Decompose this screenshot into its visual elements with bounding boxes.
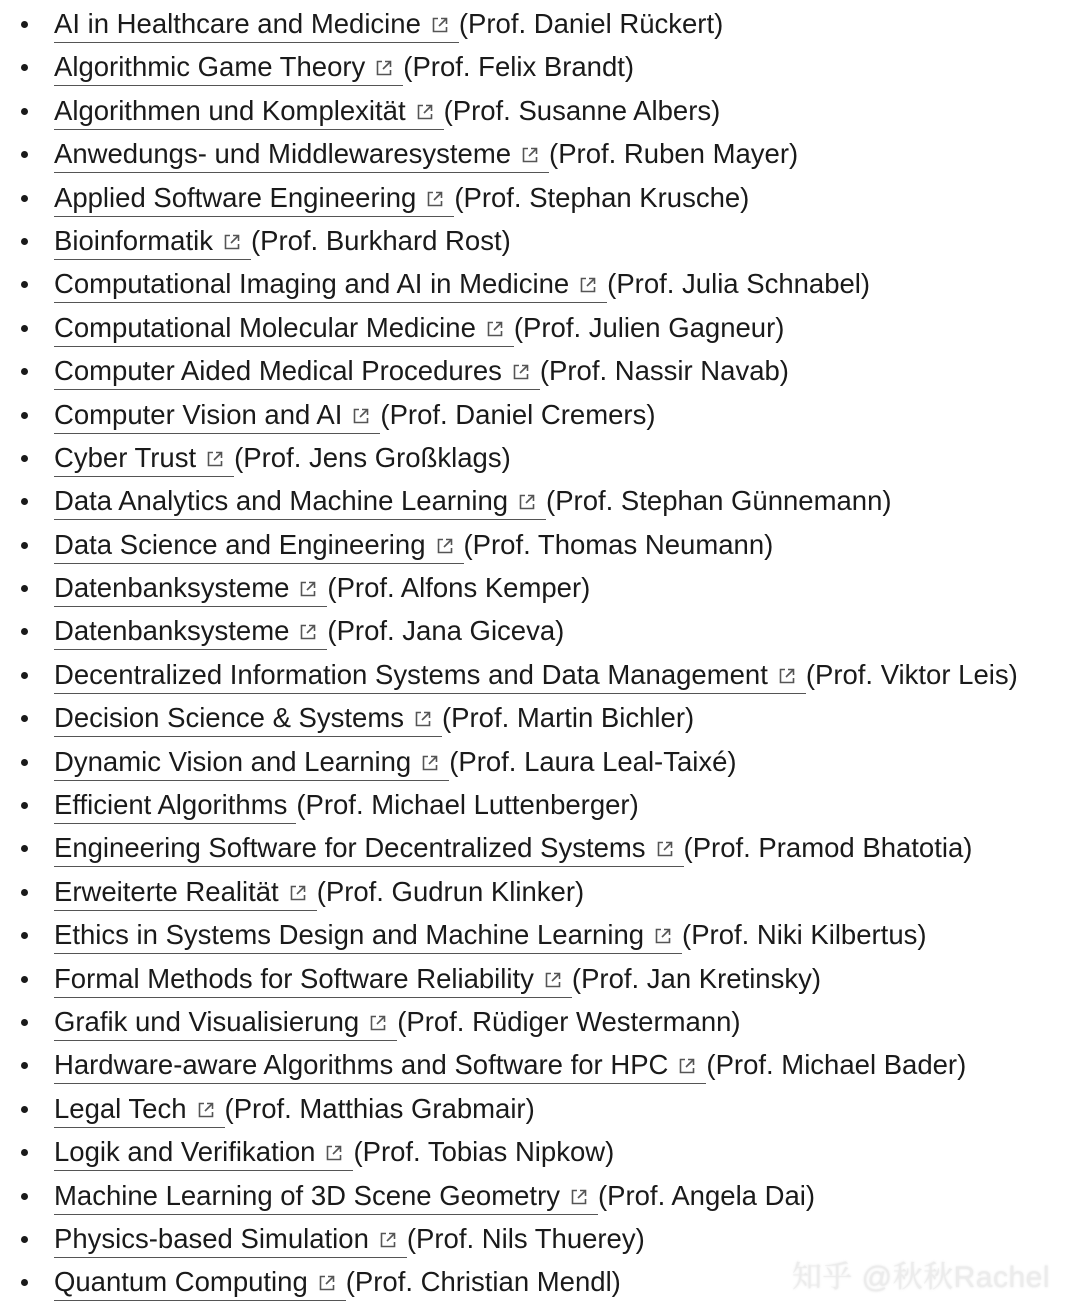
list-item	[0, 1043, 1078, 1086]
external-link-icon	[288, 883, 308, 903]
chair-link[interactable]	[54, 876, 317, 911]
external-link-icon	[413, 709, 433, 729]
bullet-icon	[21, 21, 28, 28]
chair-name: Bioinformatik	[54, 224, 213, 256]
list-item	[0, 45, 1078, 88]
chair-link[interactable]	[54, 832, 684, 867]
chair-link[interactable]	[54, 702, 442, 737]
list-item	[0, 349, 1078, 392]
bullet-icon	[21, 1236, 28, 1243]
bullet-icon	[21, 64, 28, 71]
professor-name: (Prof. Michael Bader)	[706, 1049, 967, 1081]
chair-link[interactable]	[54, 355, 540, 390]
chair-name: Quantum Computing	[54, 1266, 308, 1298]
external-link-icon	[324, 1143, 344, 1163]
external-link-icon	[415, 102, 435, 122]
professor-name: (Prof. Christian Mendl)	[345, 1266, 621, 1298]
external-link-icon	[374, 58, 394, 78]
list-item	[0, 2, 1078, 45]
chair-name: Engineering Software for Decentralized Systems	[54, 832, 646, 864]
external-link-icon	[777, 666, 797, 686]
chair-name: Physics-based Simulation	[54, 1222, 369, 1254]
list-item	[0, 132, 1078, 175]
chair-name: Datenbanksysteme	[54, 615, 290, 647]
bullet-icon	[21, 845, 28, 852]
chair-name: Algorithmen und Komplexität	[54, 94, 406, 126]
chair-link[interactable]	[54, 572, 327, 607]
list-item	[0, 219, 1078, 262]
professor-name: (Prof. Michael Luttenberger)	[296, 789, 639, 821]
list-item	[0, 306, 1078, 349]
chair-link[interactable]	[54, 1136, 353, 1171]
external-link-icon	[485, 319, 505, 339]
professor-name: (Prof. Jan Kretinsky)	[571, 962, 822, 994]
list-item	[0, 653, 1078, 696]
external-link-icon	[520, 145, 540, 165]
chair-link[interactable]	[54, 963, 572, 998]
chair-name: Logik and Verifikation	[54, 1136, 316, 1168]
bullet-icon	[21, 1193, 28, 1200]
chair-name: Grafik und Visualisierung	[54, 1005, 360, 1037]
professor-name: (Prof. Jens Großklags)	[234, 441, 511, 473]
bullet-icon	[21, 542, 28, 549]
chair-link[interactable]	[54, 442, 234, 477]
chair-link[interactable]	[54, 485, 546, 520]
bullet-icon	[21, 455, 28, 462]
chair-link[interactable]	[54, 225, 251, 260]
external-link-icon	[578, 275, 598, 295]
chair-name: Data Analytics and Machine Learning	[54, 485, 509, 517]
chair-link[interactable]	[54, 1093, 225, 1128]
chair-name: Algorithmic Game Theory	[54, 51, 366, 83]
list-item	[0, 436, 1078, 479]
external-link-icon	[298, 579, 318, 599]
chair-name: Anwedungs- und Middlewaresysteme	[54, 138, 512, 170]
professor-name: (Prof. Tobias Nipkow)	[353, 1136, 615, 1168]
chair-link[interactable]	[54, 8, 459, 43]
chair-link[interactable]	[54, 659, 806, 694]
chair-name: Computer Aided Medical Procedures	[54, 355, 502, 387]
bullet-icon	[21, 281, 28, 288]
chair-name: Erweiterte Realität	[54, 875, 279, 907]
list-item	[0, 783, 1078, 826]
external-link-icon	[196, 1100, 216, 1120]
bullet-icon	[21, 932, 28, 939]
chair-link[interactable]	[54, 95, 444, 130]
chair-name: Formal Methods for Software Reliability	[54, 962, 534, 994]
chair-link[interactable]	[54, 529, 464, 564]
external-link-icon	[317, 1273, 337, 1293]
chair-name: Cyber Trust	[54, 441, 197, 473]
chair-link[interactable]	[54, 268, 607, 303]
chair-name: Legal Tech	[54, 1092, 187, 1124]
bullet-icon	[21, 585, 28, 592]
chair-link[interactable]	[54, 919, 682, 954]
list-item	[0, 176, 1078, 219]
list-item	[0, 913, 1078, 956]
chair-name: Efficient Algorithms	[54, 789, 288, 821]
professor-name: (Prof. Nassir Navab)	[539, 355, 789, 387]
professor-name: (Prof. Burkhard Rost)	[250, 224, 511, 256]
professor-name: (Prof. Matthias Grabmair)	[224, 1092, 535, 1124]
chair-name: Machine Learning of 3D Scene Geometry	[54, 1179, 560, 1211]
professor-name: (Prof. Felix Brandt)	[403, 51, 635, 83]
external-link-icon	[368, 1013, 388, 1033]
professor-name: (Prof. Daniel Rückert)	[458, 8, 724, 39]
chair-name: Decision Science & Systems	[54, 702, 404, 734]
chair-name: AI in Healthcare and Medicine	[54, 8, 421, 39]
external-link-icon	[655, 839, 675, 859]
chair-link[interactable]	[54, 1049, 706, 1084]
external-link-icon	[543, 970, 563, 990]
chair-link[interactable]	[54, 138, 549, 173]
external-link-icon	[511, 362, 531, 382]
list-item	[0, 393, 1078, 436]
professor-name: (Prof. Martin Bichler)	[442, 702, 695, 734]
bullet-icon	[21, 151, 28, 158]
list-item	[0, 1130, 1078, 1173]
professor-name: (Prof. Susanne Albers)	[443, 94, 721, 126]
external-link-icon	[430, 15, 450, 35]
list-item	[0, 740, 1078, 783]
bullet-icon	[21, 672, 28, 679]
chair-name: Hardware-aware Algorithms and Software for HPC	[54, 1049, 669, 1081]
list-item	[0, 870, 1078, 913]
chair-link[interactable]	[54, 1266, 346, 1301]
external-link-icon	[677, 1056, 697, 1076]
bullet-icon	[21, 195, 28, 202]
bullet-icon	[21, 498, 28, 505]
external-link-icon	[517, 492, 537, 512]
bullet-icon	[21, 1106, 28, 1113]
external-link-icon	[420, 753, 440, 773]
professor-name: (Prof. Thomas Neumann)	[463, 528, 774, 560]
list-item	[0, 957, 1078, 1000]
list-item	[0, 696, 1078, 739]
watermark: 知乎 @秋秋Rachel	[791, 1261, 1050, 1294]
bullet-icon	[21, 1062, 28, 1069]
bullet-icon	[21, 325, 28, 332]
chair-name: Dynamic Vision and Learning	[54, 745, 412, 777]
professor-name: (Prof. Pramod Bhatotia)	[683, 832, 973, 864]
professor-name: (Prof. Gudrun Klinker)	[316, 875, 585, 907]
list-item	[0, 479, 1078, 522]
professor-name: (Prof. Niki Kilbertus)	[682, 919, 927, 951]
professor-name: (Prof. Viktor Leis)	[805, 658, 1018, 690]
chair-name: Computer Vision and AI	[54, 398, 343, 430]
professor-name: (Prof. Daniel Cremers)	[380, 398, 656, 430]
professor-name: (Prof. Laura Leal-Taixé)	[449, 745, 737, 777]
bullet-icon	[21, 238, 28, 245]
chair-link[interactable]	[54, 399, 380, 434]
chair-name: Decentralized Information Systems and Data Management	[54, 658, 768, 690]
external-link-icon	[653, 926, 673, 946]
chair-name: Data Science and Engineering	[54, 528, 426, 560]
chair-name: Applied Software Engineering	[54, 181, 417, 213]
chair-link[interactable]	[54, 746, 449, 781]
bullet-icon	[21, 1279, 28, 1286]
list-item	[0, 1087, 1078, 1130]
bullet-icon	[21, 715, 28, 722]
bullet-icon	[21, 1019, 28, 1026]
professor-name: (Prof. Julia Schnabel)	[607, 268, 871, 300]
external-link-icon	[435, 536, 455, 556]
bullet-icon	[21, 1149, 28, 1156]
chair-link[interactable]	[54, 1223, 407, 1258]
professor-name: (Prof. Ruben Mayer)	[549, 138, 799, 170]
external-link-icon	[569, 1187, 589, 1207]
list-item	[0, 523, 1078, 566]
chair-list	[0, 2, 1078, 1304]
chair-link[interactable]	[54, 615, 327, 650]
professor-name: (Prof. Angela Dai)	[597, 1179, 816, 1211]
chair-name: Ethics in Systems Design and Machine Learning	[54, 919, 645, 951]
list-item	[0, 609, 1078, 652]
chair-link[interactable]	[54, 51, 403, 86]
chair-name: Computational Molecular Medicine	[54, 311, 476, 343]
bullet-icon	[21, 889, 28, 896]
bullet-icon	[21, 802, 28, 809]
chair-link[interactable]	[54, 1006, 397, 1041]
list-item	[0, 1174, 1078, 1217]
bullet-icon	[21, 412, 28, 419]
external-link-icon	[222, 232, 242, 252]
external-link-icon	[298, 622, 318, 642]
professor-name: (Prof. Stephan Günnemann)	[546, 485, 892, 517]
chair-link[interactable]	[54, 182, 454, 217]
professor-name: (Prof. Jana Giceva)	[327, 615, 565, 647]
list-item	[0, 1000, 1078, 1043]
chair-name: Computational Imaging and AI in Medicine	[54, 268, 570, 300]
professor-name: (Prof. Alfons Kemper)	[327, 572, 591, 604]
professor-name: (Prof. Rüdiger Westermann)	[397, 1005, 741, 1037]
list-item	[0, 262, 1078, 305]
list-item	[0, 566, 1078, 609]
chair-link[interactable]	[54, 789, 296, 824]
external-link-icon	[378, 1230, 398, 1250]
bullet-icon	[21, 628, 28, 635]
bullet-icon	[21, 108, 28, 115]
bullet-icon	[21, 976, 28, 983]
bullet-icon	[21, 368, 28, 375]
external-link-icon	[425, 189, 445, 209]
bullet-icon	[21, 759, 28, 766]
chair-link[interactable]	[54, 1180, 598, 1215]
external-link-icon	[351, 406, 371, 426]
chair-name: Datenbanksysteme	[54, 572, 290, 604]
professor-name: (Prof. Julien Gagneur)	[513, 311, 785, 343]
list-item	[0, 826, 1078, 869]
professor-name: (Prof. Nils Thuerey)	[406, 1222, 645, 1254]
chair-link[interactable]	[54, 312, 514, 347]
list-item	[0, 89, 1078, 132]
external-link-icon	[205, 449, 225, 469]
professor-name: (Prof. Stephan Krusche)	[454, 181, 750, 213]
